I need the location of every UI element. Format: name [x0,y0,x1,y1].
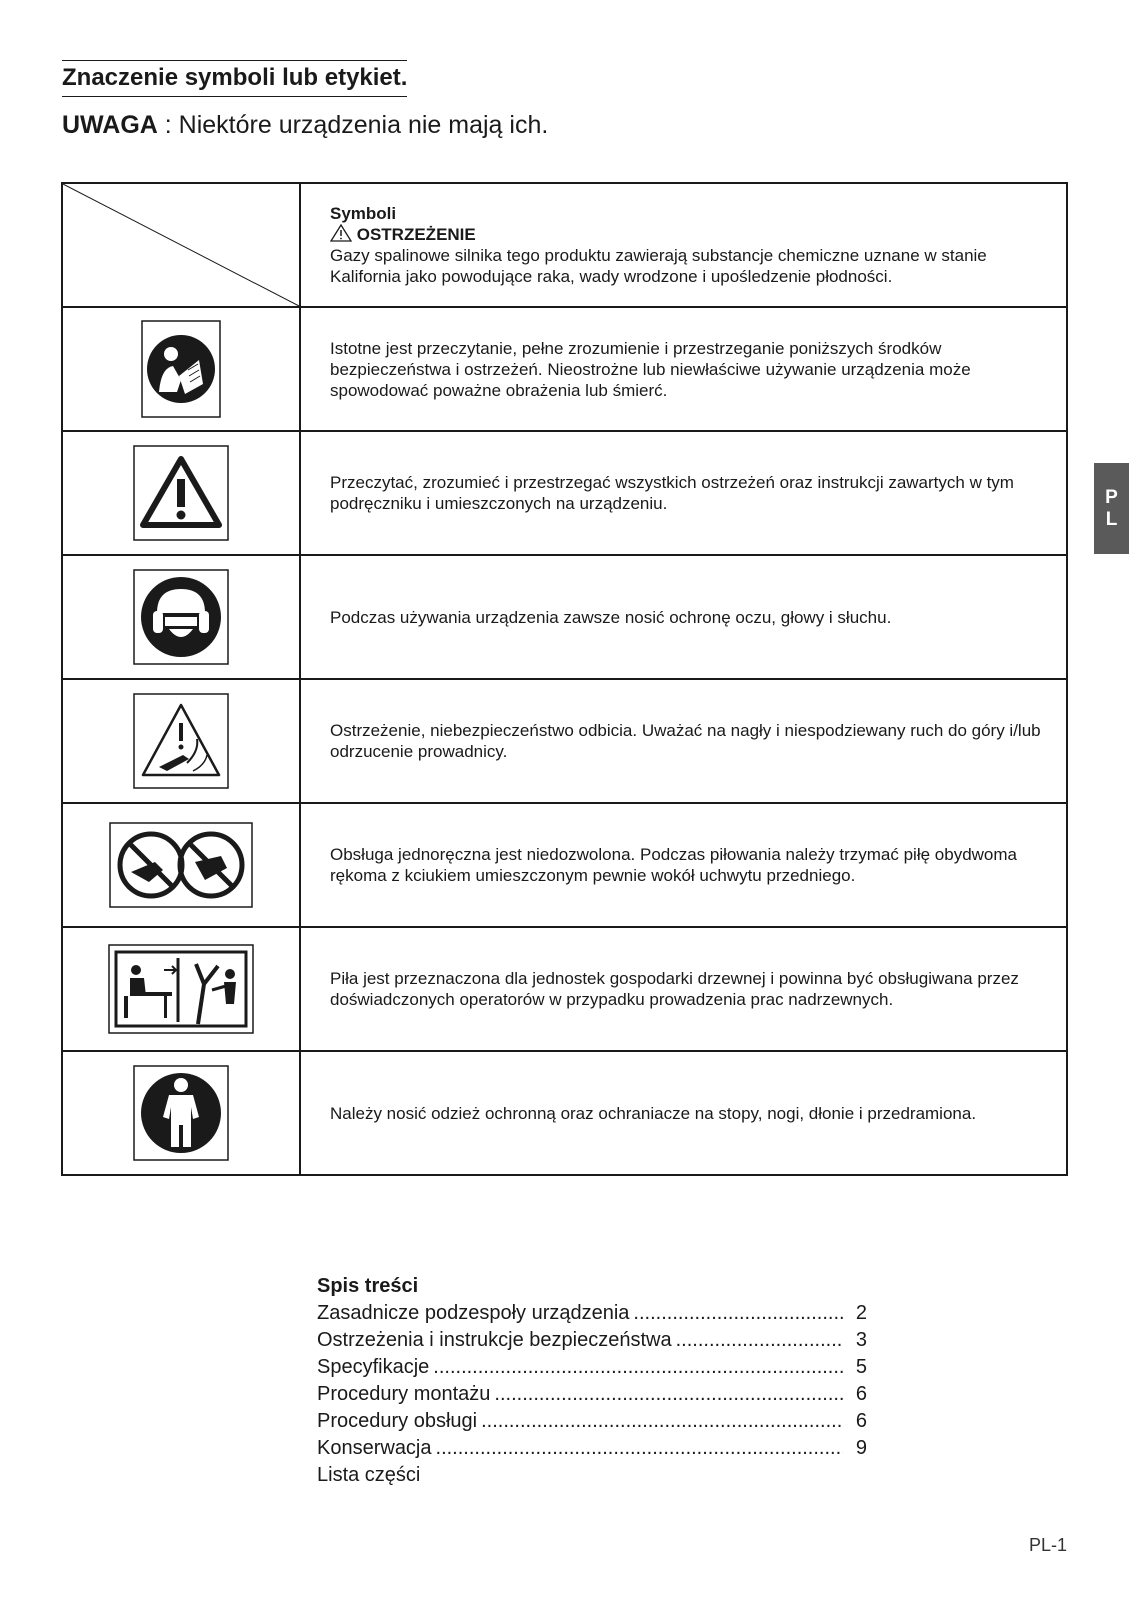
warning-label: OSTRZEŻENIE [356,225,476,244]
toc-leader-dots [633,1300,843,1327]
warning-label-line [330,224,1044,245]
toc-item-page: 6 [855,1383,867,1405]
toc-item-page: 5 [855,1356,867,1378]
toc-leader-dots [481,1408,843,1435]
table-row [62,431,1067,555]
toc-item-label: Specyfikacje [317,1356,430,1378]
note-label: UWAGA [62,111,158,139]
toc-item [317,1381,867,1408]
toc-item [317,1327,867,1354]
head-protection-icon [63,569,299,665]
toc-item-page: 6 [855,1410,867,1432]
language-tab-letter: P [1105,487,1118,508]
warning-text: Gazy spalinowe silnika tego produktu zawierają substancje chemiczne uznane w stanie Kalifornia jako powodujące raka, wady wrodzone i upośledzenie płodności. [330,246,987,286]
table-row [62,803,1067,927]
toc-item [317,1300,867,1327]
table-row [62,555,1067,679]
row-text: Piła jest przeznaczona dla jednostek gospodarki drzewnej i powinna być obsługiwana przez doświadczonych operatorów w przypadku prowadzenia prac nadrzewnych. [300,927,1067,1051]
header-text-cell [300,183,1067,307]
toc-title: Spis treści [317,1275,419,1297]
row-text: Istotne jest przeczytanie, pełne zrozumienie i przestrzeganie poniższych środków bezpieczeństwa i ostrzeżeń. Nieostrożne lub niewłaściwe używanie urządzenia może spowodować poważne obrażenia lub śmierć. [300,307,1067,431]
toc-item-label: Procedury montażu [317,1383,491,1405]
trained-operator-icon [63,944,299,1034]
page-heading: Znaczenie symboli lub etykiet. [62,60,407,97]
toc-item-label: Procedury obsługi [317,1410,478,1432]
warning-small-icon [330,224,352,242]
table-header-row [62,183,1067,307]
icon-cell [62,555,300,679]
row-text: Ostrzeżenie, niebezpieczeństwo odbicia. Uważać na nagły i niespodziewany ruch do góry i/lub odrzucenie prowadnicy. [300,679,1067,803]
note-text: : Niektóre urządzenia nie mają ich. [157,111,549,139]
toc-item-page: 2 [855,1302,867,1324]
toc-leader-dots [676,1327,843,1354]
icon-cell [62,927,300,1051]
symbols-title: Symboli [330,204,397,223]
kickback-warning-icon [63,693,299,789]
toc-leader-dots [433,1354,843,1381]
toc-item [317,1408,867,1435]
read-manual-icon [63,320,299,418]
toc-item-page: 3 [855,1329,867,1351]
diagonal-cell [62,183,300,307]
toc-item [317,1435,867,1462]
note-line [62,109,548,141]
page-number: PL-1 [1029,1535,1068,1555]
table-row [62,307,1067,431]
toc-item [317,1354,867,1381]
row-text: Podczas używania urządzenia zawsze nosić ochronę oczu, głowy i słuchu. [300,555,1067,679]
toc-item [317,1462,867,1489]
toc-item-label: Konserwacja [317,1437,432,1459]
toc-item-label: Zasadnicze podzespoły urządzenia [317,1302,630,1324]
icon-cell [62,679,300,803]
table-row [62,679,1067,803]
toc-item-label: Lista części [317,1464,421,1486]
diagonal-line [63,184,299,306]
icon-cell [62,803,300,927]
table-row [62,927,1067,1051]
icon-cell [62,307,300,431]
toc-leader-dots [436,1435,843,1462]
warning-triangle-icon [63,445,299,541]
table-row [62,1051,1067,1175]
row-text: Należy nosić odzież ochronną oraz ochraniacze na stopy, nogi, dłonie i przedramiona. [300,1051,1067,1175]
no-one-hand-icon [63,822,299,908]
language-tab-letter: L [1105,509,1118,530]
language-tab [1094,463,1129,554]
table-of-contents [317,1273,867,1489]
toc-item-label: Ostrzeżenia i instrukcje bezpieczeństwa [317,1329,672,1351]
toc-item-page: 9 [855,1437,867,1459]
icon-cell [62,1051,300,1175]
row-text: Obsługa jednoręczna jest niedozwolona. Podczas piłowania należy trzymać piłę obydwoma rękoma z kciukiem umieszczonym pewnie wokół uchwytu przedniego. [300,803,1067,927]
symbol-table [61,182,1068,1176]
row-text: Przeczytać, zrozumieć i przestrzegać wszystkich ostrzeżeń oraz instrukcji zawartych w tym podręczniku i umieszczonych na urządzeniu. [300,431,1067,555]
toc-leader-dots [494,1381,843,1408]
icon-cell [62,431,300,555]
protective-clothing-icon [63,1065,299,1161]
